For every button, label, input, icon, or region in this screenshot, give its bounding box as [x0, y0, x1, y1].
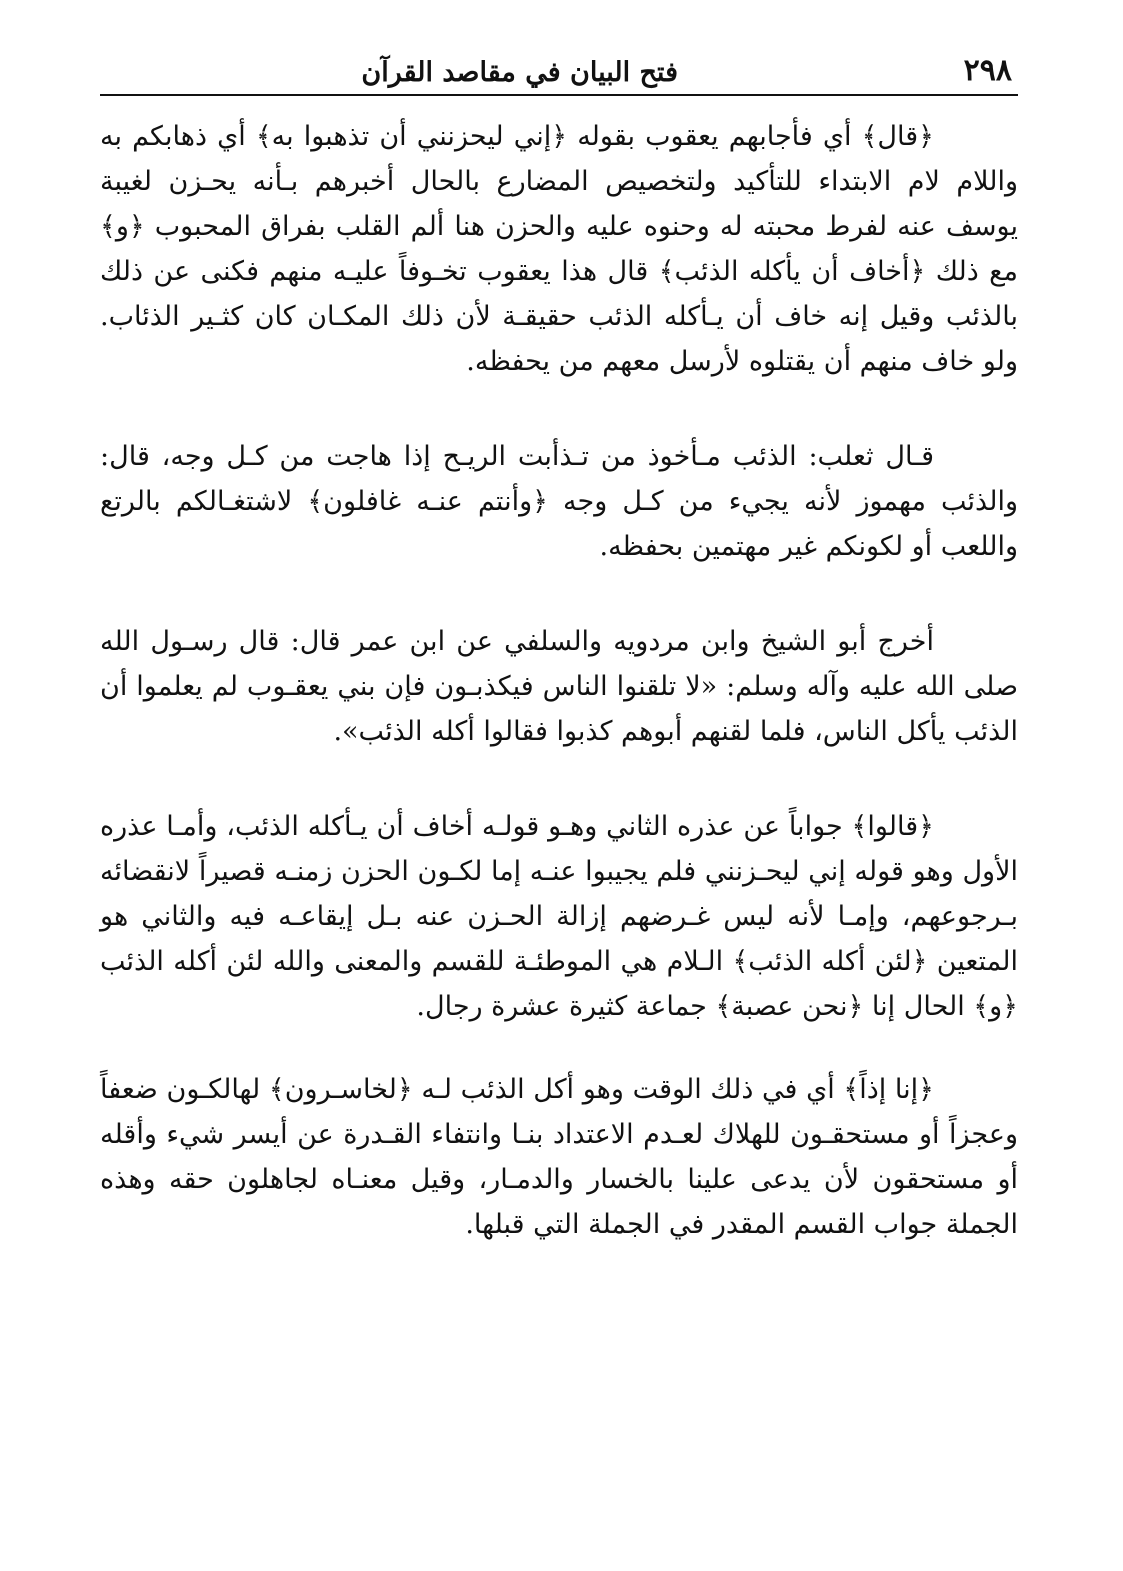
- paragraph-5: ﴿إنا إذاً﴾ أي في ذلك الوقت وهو أكل الذئب لـه ﴿لخاسـرون﴾ لهالكـون ضعفاً وعجزاً أو مستحقـون للهلاك لعـدم الاعتداد بنـا وانتفاء القـدرة عن أيسر شيء وأقله أو مستحقون لأن يدعى علينا بالخسار والدمـار، وقيل معنـاه لجاهلون حقه وهذه الجملة جواب القسم المقدر في الجملة التي قبلها.: [100, 1074, 1018, 1240]
- page-header: [100, 50, 1018, 96]
- page-number: ٢٩٨: [963, 53, 1012, 88]
- paragraph-3: أخرج أبو الشيخ وابن مردويه والسلفي عن ابن عمر قال: قال رسـول الله صلى الله عليه وآله وسلم: «لا تلقنوا الناس فيكذبـون فإن بني يعقـوب لم يعلموا أن الذئب يأكل الناس، فلما لقنهم أبوهم كذبوا فقالوا أكله الذئب».: [100, 626, 1018, 747]
- paragraph-2: قـال ثعلب: الذئب مـأخوذ من تـذأبت الريـح إذا هاجت من كـل وجه، قال: والذئب مهموز لأنه يجيء من كـل وجه ﴿وأنتم عنـه غافلون﴾ لاشتغـالكم بالرتع واللعب أو لكونكم غير مهتمين بحفظه.: [100, 441, 1018, 562]
- paragraph-4: ﴿قالوا﴾ جواباً عن عذره الثاني وهـو قولـه أخاف أن يـأكله الذئب، وأمـا عذره الأول وهو قوله إني ليحـزنني فلم يجيبوا عنـه إما لكـون الحزن زمنـه قصيراً لانقضائه بـرجوعهم، وإمـا لأنه ليس غـرضهم إزالة الحـزن عنه بـل إيقاعـه فيه والثاني هو المتعين ﴿لئن أكله الذئب﴾ الـلام هي الموطئـة للقسم والمعنى والله لئن أكله الذئب ﴿و﴾ الحال إنا ﴿نحن عصبة﴾ جماعة كثيرة عشرة رجال.: [100, 811, 1018, 1022]
- running-title: فتح البيان في مقاصد القرآن: [361, 57, 678, 88]
- paragraph-1: ﴿قال﴾ أي فأجابهم يعقوب بقوله ﴿إني ليحزنني أن تذهبوا به﴾ أي ذهابكم به واللام لام الابتداء للتأكيد ولتخصيص المضارع بالحال أخبرهم بـأنه يحـزن لغيبة يوسف عنه لفرط محبته له وحنوه عليه والحزن هنا ألم القلب بفراق المحبوب ﴿و﴾ مع ذلك ﴿أخاف أن يأكله الذئب﴾ قال هذا يعقوب تخـوفاً عليـه منهم فكنى عن ذلك بالذئب وقيل إنه خاف أن يـأكله الذئب حقيقـة لأن ذلك المكـان كان كثـير الذئاب. ولو خاف منهم أن يقتلوه لأرسل معهم من يحفظه.: [100, 121, 1018, 377]
- page-body: [100, 96, 1018, 1247]
- book-page: [100, 50, 1018, 1247]
